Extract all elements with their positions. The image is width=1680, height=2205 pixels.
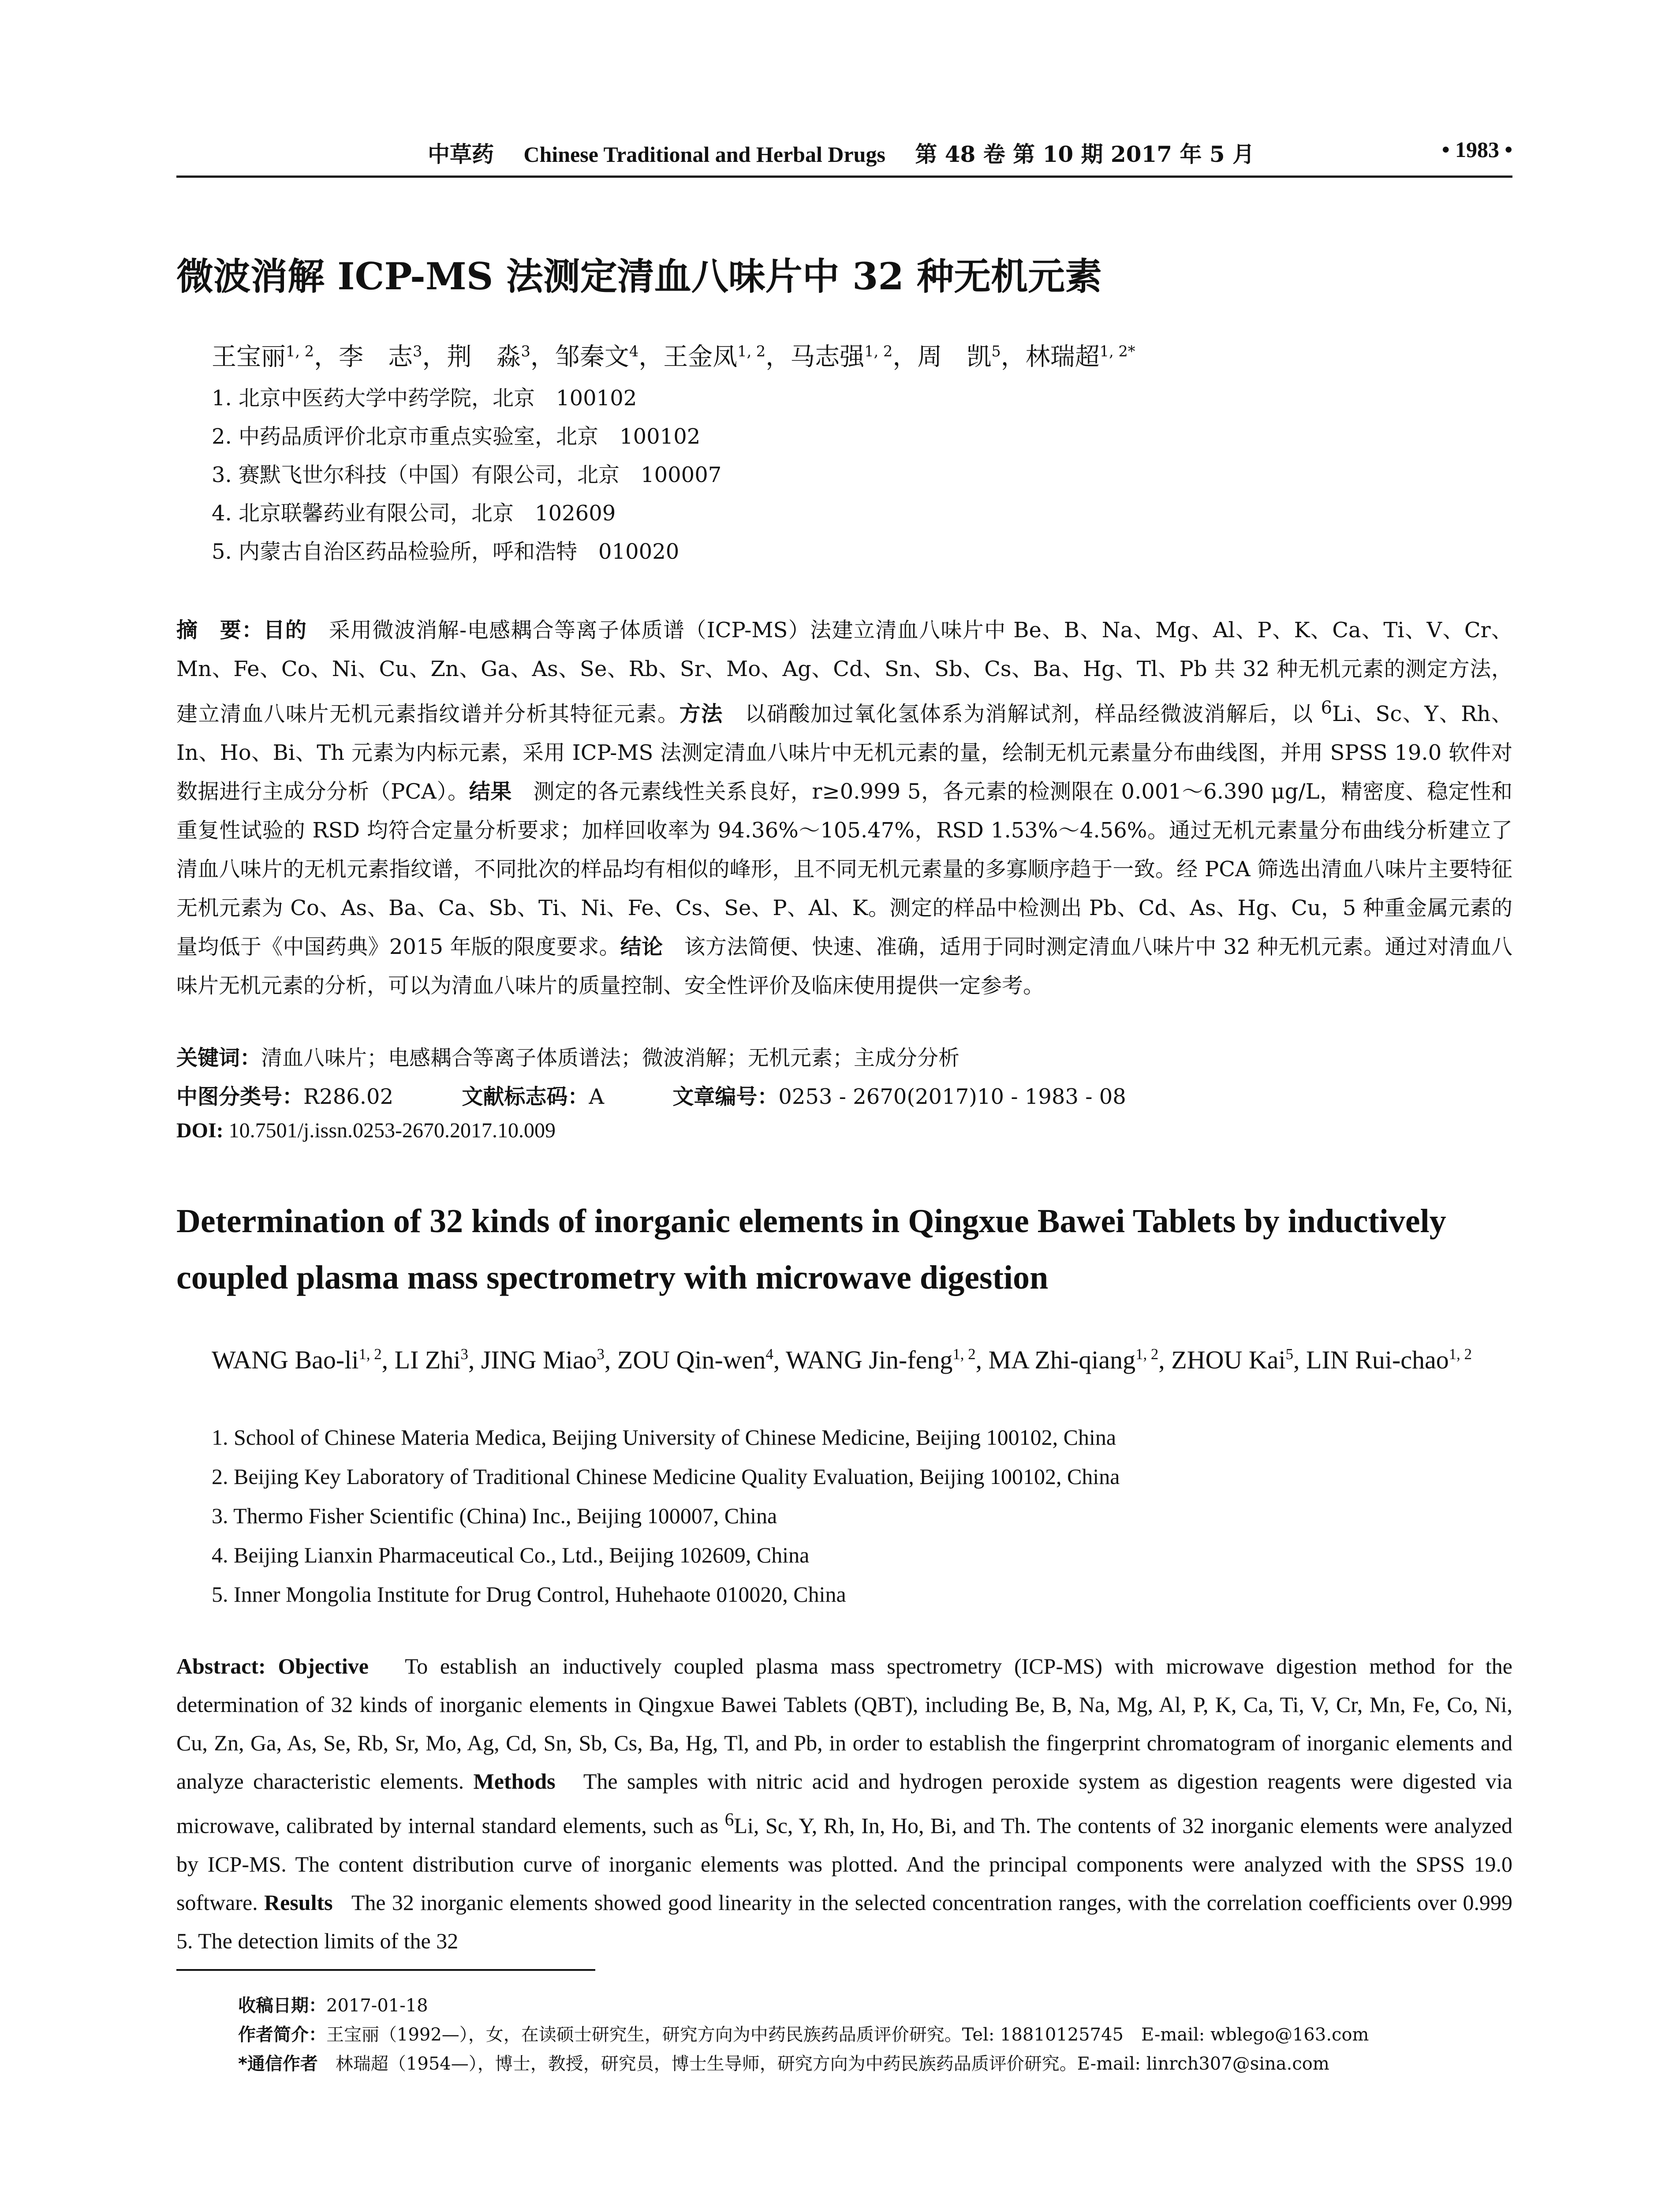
- results-cn-label: 结果: [469, 779, 512, 804]
- en-author-name: JING Miao: [481, 1345, 597, 1374]
- corresponding-text: 林瑞超（1954—），博士，教授，研究员，博士生导师，研究方向为中药民族药品质评价研究。E-mail: linrch307@sina.com: [335, 2054, 1329, 2074]
- journal-issue: 第 48 卷 第 10 期 2017 年 5 月: [915, 141, 1255, 167]
- conclusion-cn-text: 该方法简便、快速、准确，适用于同时测定清血八味片中 32 种无机元素。通过对清血八味片无机元素的分析，可以为清血八味片的质量控制、安全性评价及临床使用提供一定参考。: [176, 934, 1512, 998]
- en-author-affiliation-mark: 3: [460, 1345, 468, 1363]
- journal-name-cn: 中草药: [428, 141, 494, 167]
- cn-author-affiliation-mark: 3: [521, 342, 530, 360]
- footnote-bio: [238, 2020, 1369, 2049]
- en-author-separator: ,: [468, 1345, 481, 1374]
- authors-cn: [212, 337, 1135, 373]
- keywords-line: [176, 1041, 959, 1071]
- keywords-label: 关键词：: [176, 1046, 261, 1070]
- clc-label: 中图分类号：: [176, 1084, 304, 1109]
- doc-code-value: A: [589, 1084, 605, 1109]
- en-author-name: LIN Rui-chao: [1306, 1345, 1449, 1374]
- en-author-name: WANG Bao-li: [212, 1345, 359, 1374]
- methods-cn-sup: 6: [1321, 698, 1333, 718]
- journal-name-en: Chinese Traditional and Herbal Drugs: [523, 142, 885, 167]
- affiliations-cn: [212, 379, 721, 571]
- affiliation-en-2: 2. Beijing Key Laboratory of Traditional Chinese Medicine Quality Evaluation, Beijing 100102, China: [212, 1464, 1120, 1489]
- doi-label: DOI:: [176, 1119, 224, 1142]
- cn-author-name: 李 志: [339, 343, 413, 371]
- en-author-affiliation-mark: 3: [597, 1345, 605, 1363]
- en-author-separator: ,: [1293, 1345, 1307, 1374]
- affiliation-en-5: 5. Inner Mongolia Institute for Drug Control, Huhehaote 010020, China: [212, 1582, 846, 1607]
- cn-author-name: 邹秦文: [555, 343, 629, 371]
- footnote-received: [238, 1991, 1369, 2020]
- methods-cn-text-a: 以硝酸加过氧化氢体系为消解试剂，样品经微波消解后，以: [745, 702, 1321, 726]
- footnotes: [238, 1991, 1369, 2078]
- cn-author-separator: ，: [1001, 343, 1026, 371]
- en-author-separator: ,: [381, 1345, 395, 1374]
- en-author-affiliation-mark: 1, 2: [952, 1345, 976, 1363]
- cn-author-affiliation-mark: 1, 2: [864, 342, 893, 360]
- doc-code-label: 文献标志码：: [462, 1084, 589, 1109]
- running-header: [176, 137, 1512, 172]
- results-en-label: Results: [264, 1890, 333, 1915]
- en-author-affiliation-mark: 1, 2: [358, 1345, 382, 1363]
- abstract-cn-label: 摘 要：: [176, 618, 264, 643]
- en-author-name: MA Zhi-qiang: [988, 1345, 1136, 1374]
- footnote-corresponding: [238, 2049, 1369, 2078]
- cn-author-separator: ，: [765, 343, 791, 371]
- cn-author-affiliation-mark: 5: [991, 342, 1001, 360]
- abstract-en: [176, 1647, 1512, 1960]
- affiliation-en-4: 4. Beijing Lianxin Pharmaceutical Co., Ltd., Beijing 102609, China: [212, 1543, 810, 1567]
- en-author-affiliation-mark: 1, 2: [1135, 1345, 1159, 1363]
- cn-author-name: 王金凤: [663, 343, 738, 371]
- results-cn-text: 测定的各元素线性关系良好，r≥0.999 5，各元素的检测限在 0.001～6.390 μg/L，精密度、稳定性和重复性试验的 RSD 均符合定量分析要求；加样回收率为 94.36%～105.47%，RSD 1.53%～4.56%。通过无机元素量分布曲线分析建立了清血八味片的无机元素指纹谱，不同批次的样品均有相似的峰形，且不同无机元素量的多寡顺序趋于一致。经 PCA 筛选出清血八味片主要特征无机元素为 Co、As、Ba、Ca、Sb、Ti、Ni、Fe、Cs、Se、P、Al、K。测定的样品中检测出 Pb、Cd、As、Hg、Cu，5 种重金属元素的量均低于《中国药典》2015 年版的限度要求。: [176, 779, 1512, 959]
- article-no-label: 文章编号：: [672, 1084, 779, 1109]
- cn-author-affiliation-mark: 4: [629, 342, 639, 360]
- keywords-text: 清血八味片；电感耦合等离子体质谱法；微波消解；无机元素；主成分分析: [261, 1046, 960, 1070]
- article-no-value: 0253 - 2670(2017)10 - 1983 - 08: [778, 1084, 1126, 1109]
- cn-author-separator: ，: [638, 343, 664, 371]
- en-author-name: WANG Jin-feng: [785, 1345, 953, 1374]
- classification-line: [176, 1080, 1126, 1110]
- bio-label: 作者简介：: [238, 2025, 326, 2045]
- clc-value: R286.02: [303, 1084, 394, 1109]
- cn-author-affiliation-mark: 1, 2*: [1099, 342, 1135, 360]
- received-label: 收稿日期：: [238, 1996, 326, 2016]
- affiliation-cn-4: 4. 北京联馨药业有限公司，北京 102609: [212, 501, 616, 526]
- en-author-affiliation-mark: 4: [765, 1345, 773, 1363]
- methods-cn-label: 方法: [679, 702, 723, 726]
- cn-author-name: 荆 淼: [447, 343, 521, 371]
- cn-author-name: 周 凯: [917, 343, 992, 371]
- cn-author-separator: ，: [892, 343, 918, 371]
- cn-author-separator: ，: [530, 343, 555, 371]
- methods-en-text-a: The samples with nitric acid and hydrogen peroxide system as digestion reagents were digested via microwave, calibrated by internal standard elements, such as: [176, 1769, 1512, 1838]
- page-number: • 1983 •: [1441, 137, 1512, 162]
- methods-cn-text-b: Li、Sc、Y、Rh、In、Ho、Bi、Th 元素为内标元素，采用 ICP-MS 法测定清血八味片中无机元素的量，绘制无机元素量分布曲线图，并用 SPSS 19.0 软件对数据进行主成分分析（PCA）。: [176, 702, 1512, 804]
- objective-cn-label: 目的: [263, 618, 307, 643]
- cn-author-name: 王宝丽: [212, 343, 286, 371]
- en-author-affiliation-mark: 1, 2: [1449, 1345, 1472, 1363]
- en-author-name: ZOU Qin-wen: [617, 1345, 766, 1374]
- objective-en-text: To establish an inductively coupled plasma mass spectrometry (ICP-MS) with microwave digestion method for the determination of 32 kinds of inorganic elements in Qingxue Bawei Tablets (QBT), including Be, B, Na, Mg, Al, P, K, Ca, Ti, V, Cr, Mn, Fe, Co, Ni, Cu, Zn, Ga, As, Se, Rb, Sr, Mo, Ag, Cd, Sn, Sb, Cs, Ba, Hg, Tl, and Pb, in order to establish the fingerprint chromatogram of inorganic elements and analyze characteristic elements.: [176, 1654, 1512, 1794]
- bio-text: 王宝丽（1992—），女，在读硕士研究生，研究方向为中药民族药品质评价研究。Tel: 18810125745 E-mail: wblego@163.com: [326, 2025, 1369, 2045]
- en-author-separator: ,: [604, 1345, 617, 1374]
- cn-author-name: 林瑞超: [1025, 343, 1100, 371]
- journal-info: [428, 137, 1254, 168]
- doi-line: [176, 1118, 556, 1143]
- cn-author-affiliation-mark: 3: [413, 342, 422, 360]
- affiliations-en: [212, 1418, 1120, 1614]
- cn-author-affiliation-mark: 1, 2: [286, 342, 314, 360]
- affiliation-cn-5: 5. 内蒙古自治区药品检验所，呼和浩特 010020: [212, 539, 679, 564]
- en-author-separator: ,: [773, 1345, 786, 1374]
- affiliation-cn-1: 1. 北京中医药大学中药学院，北京 100102: [212, 386, 637, 411]
- en-author-name: ZHOU Kai: [1171, 1345, 1286, 1374]
- conclusion-cn-label: 结论: [620, 934, 663, 959]
- cn-author-name: 马志强: [790, 343, 865, 371]
- objective-cn-text: 采用微波消解-电感耦合等离子体质谱（ICP-MS）法建立清血八味片中 Be、B、Na、Mg、Al、P、K、Ca、Ti、V、Cr、Mn、Fe、Co、Ni、Cu、Zn、Ga、As、Se、Rb、Sr、Mo、Ag、Cd、Sn、Sb、Cs、Ba、Hg、Tl、Pb 共 32 种无机元素的测定方法，建立清血八味片无机元素指纹谱并分析其特征元素。: [176, 618, 1512, 726]
- affiliation-cn-3: 3. 赛默飞世尔科技（中国）有限公司，北京 100007: [212, 463, 722, 487]
- en-author-affiliation-mark: 5: [1285, 1345, 1294, 1363]
- methods-en-text-b: Li, Sc, Y, Rh, In, Ho, Bi, and Th. The contents of 32 inorganic elements were analyzed by ICP-MS. The content distribution curve of inorganic elements was plotted. And the principal components were analyzed with the SPSS 19.0 software.: [176, 1813, 1512, 1915]
- footnote-rule: [176, 1969, 595, 1971]
- en-author-separator: ,: [1158, 1345, 1172, 1374]
- cn-author-separator: ，: [422, 343, 447, 371]
- doi-value[interactable]: 10.7501/j.issn.0253-2670.2017.10.009: [228, 1119, 556, 1142]
- methods-en-sup: 6: [724, 1809, 734, 1830]
- title-en: Determination of 32 kinds of inorganic elements in Qingxue Bawei Tablets by inductively coupled plasma mass spectrometry with microwave digestion: [176, 1203, 1446, 1296]
- received-value: 2017-01-18: [326, 1996, 428, 2016]
- affiliation-cn-2: 2. 中药品质评价北京市重点实验室，北京 100102: [212, 424, 701, 449]
- methods-en-label: Methods: [473, 1769, 556, 1794]
- en-author-separator: ,: [975, 1345, 989, 1374]
- corresponding-label: *通信作者: [238, 2054, 318, 2074]
- en-author-name: LI Zhi: [394, 1345, 461, 1374]
- title-cn: 微波消解 ICP-MS 法测定清血八味片中 32 种无机元素: [176, 254, 1102, 298]
- affiliation-en-3: 3. Thermo Fisher Scientific (China) Inc., Beijing 100007, China: [212, 1503, 777, 1528]
- objective-en-label: Objective: [278, 1654, 369, 1678]
- authors-en: [212, 1336, 1517, 1378]
- affiliation-en-1: 1. School of Chinese Materia Medica, Beijing University of Chinese Medicine, Beijing 100102, China: [212, 1425, 1116, 1450]
- results-en-text: The 32 inorganic elements showed good linearity in the selected concentration ranges, with the correlation coefficients over 0.999 5. The detection limits of the 32: [176, 1890, 1513, 1953]
- abstract-en-label: Abstract:: [176, 1654, 266, 1678]
- abstract-cn: [176, 611, 1512, 1005]
- cn-author-separator: ，: [314, 343, 339, 371]
- header-rule: [176, 176, 1512, 178]
- cn-author-affiliation-mark: 1, 2: [737, 342, 766, 360]
